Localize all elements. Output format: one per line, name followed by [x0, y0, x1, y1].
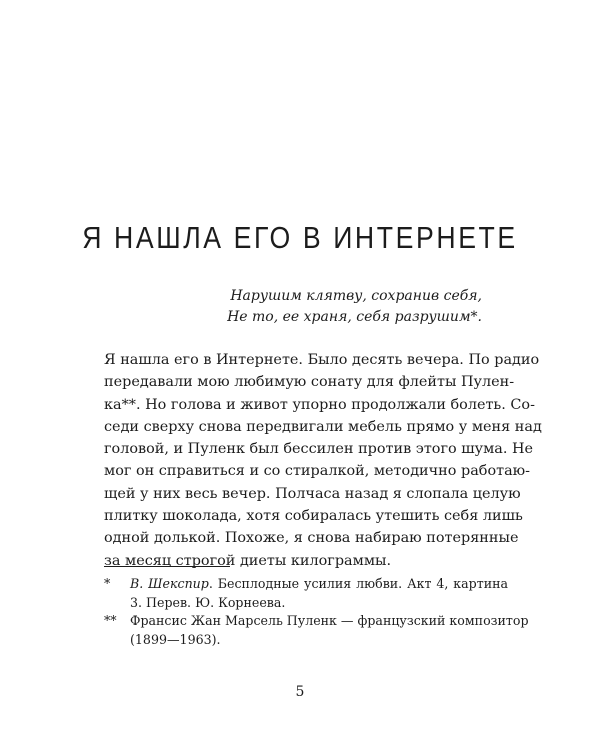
body-line: головой, и Пуленк был бессилен против этого шума. Не	[104, 441, 534, 458]
body-line: передавали мою любимую сонату для флейты Пулен-	[104, 374, 515, 391]
chapter-title: Я НАШЛА ЕГО В ИНТЕРНЕТЕ	[82, 220, 518, 255]
body-line: плитку шоколада, хотя собиралась утешить себя лишь	[104, 508, 523, 525]
footnote-divider	[104, 566, 230, 567]
footnote-mark: **	[104, 613, 117, 629]
body-line: Я нашла его в Интернете. Было десять вечера. По радио	[104, 352, 540, 368]
epigraph-line: Не то, ее храня, себя разрушим*.	[227, 309, 482, 325]
footnote-text: . Бесплодные усилия любви. Акт 4, картина	[208, 576, 508, 591]
body-line: одной долькой. Похоже, я снова набираю потерянные	[104, 530, 519, 547]
epigraph-line: Нарушим клятву, сохранив себя,	[230, 288, 482, 304]
footnotes	[104, 575, 529, 649]
footnote-mark: *	[104, 576, 111, 591]
body-line: мог он справиться и со стиралкой, методично работаю-	[104, 463, 531, 480]
body-line: ка**. Но голова и живот упорно продолжали болеть. Со-	[104, 396, 535, 413]
body-paragraph	[104, 349, 542, 572]
footnote-author: В. Шекспир	[130, 576, 209, 591]
epigraph	[227, 286, 482, 328]
footnote-line: 3. Перев. Ю. Корнеева.	[130, 594, 286, 610]
body-line: за месяц строгой диеты килограммы.	[104, 552, 392, 569]
body-line: щей у них весь вечер. Полчаса назад я слопала целую	[104, 485, 521, 502]
footnote-line: (1899—1963).	[130, 631, 221, 647]
footnote-line: Франсис Жан Марсель Пуленк — французский композитор	[130, 613, 529, 629]
body-line: седи сверху снова передвигали мебель прямо у меня над	[104, 418, 542, 435]
footnote-item	[104, 575, 508, 612]
footnote-line	[130, 575, 508, 594]
footnote-item	[104, 612, 529, 649]
page-number: 5	[295, 684, 305, 700]
